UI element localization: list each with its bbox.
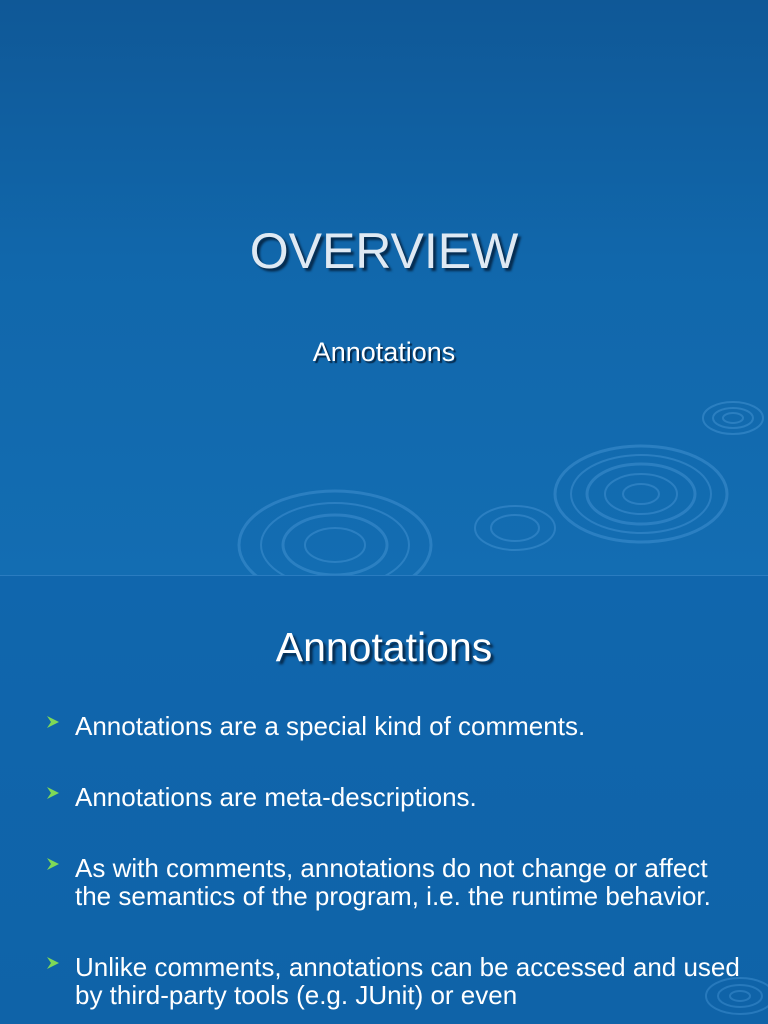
bullet-item: [46, 854, 746, 910]
bullet-item: [46, 783, 746, 811]
ripple-large-right: [555, 446, 727, 542]
bullet-text: Annotations are meta-descriptions.: [75, 782, 477, 812]
bullet-item: [46, 712, 746, 740]
arrowhead-bullet-icon: [46, 786, 60, 800]
bullet-item: [46, 953, 746, 1009]
arrowhead-bullet-icon: [46, 715, 60, 729]
arrowhead-bullet-icon: [46, 956, 60, 970]
slide-annotations: [0, 576, 768, 1024]
bullet-text: As with comments, annotations do not change or affect the semantics of the program, i.e. the runtime behavior.: [75, 853, 711, 911]
slide-subtitle: Annotations: [312, 337, 456, 367]
arrowhead-bullet-icon: [46, 857, 60, 871]
slide-title: OVERVIEW: [249, 223, 519, 279]
ripple-left: [239, 491, 431, 576]
ripple-small-top-right: [703, 402, 763, 434]
slide-heading: Annotations: [275, 624, 493, 670]
bullet-list: [46, 712, 746, 1024]
bullet-text: Annotations are a special kind of comments.: [75, 711, 586, 741]
ripple-mid: [475, 506, 555, 550]
bullet-text: Unlike comments, annotations can be accessed and used by third-party tools (e.g. JUnit) or even: [75, 952, 740, 1010]
